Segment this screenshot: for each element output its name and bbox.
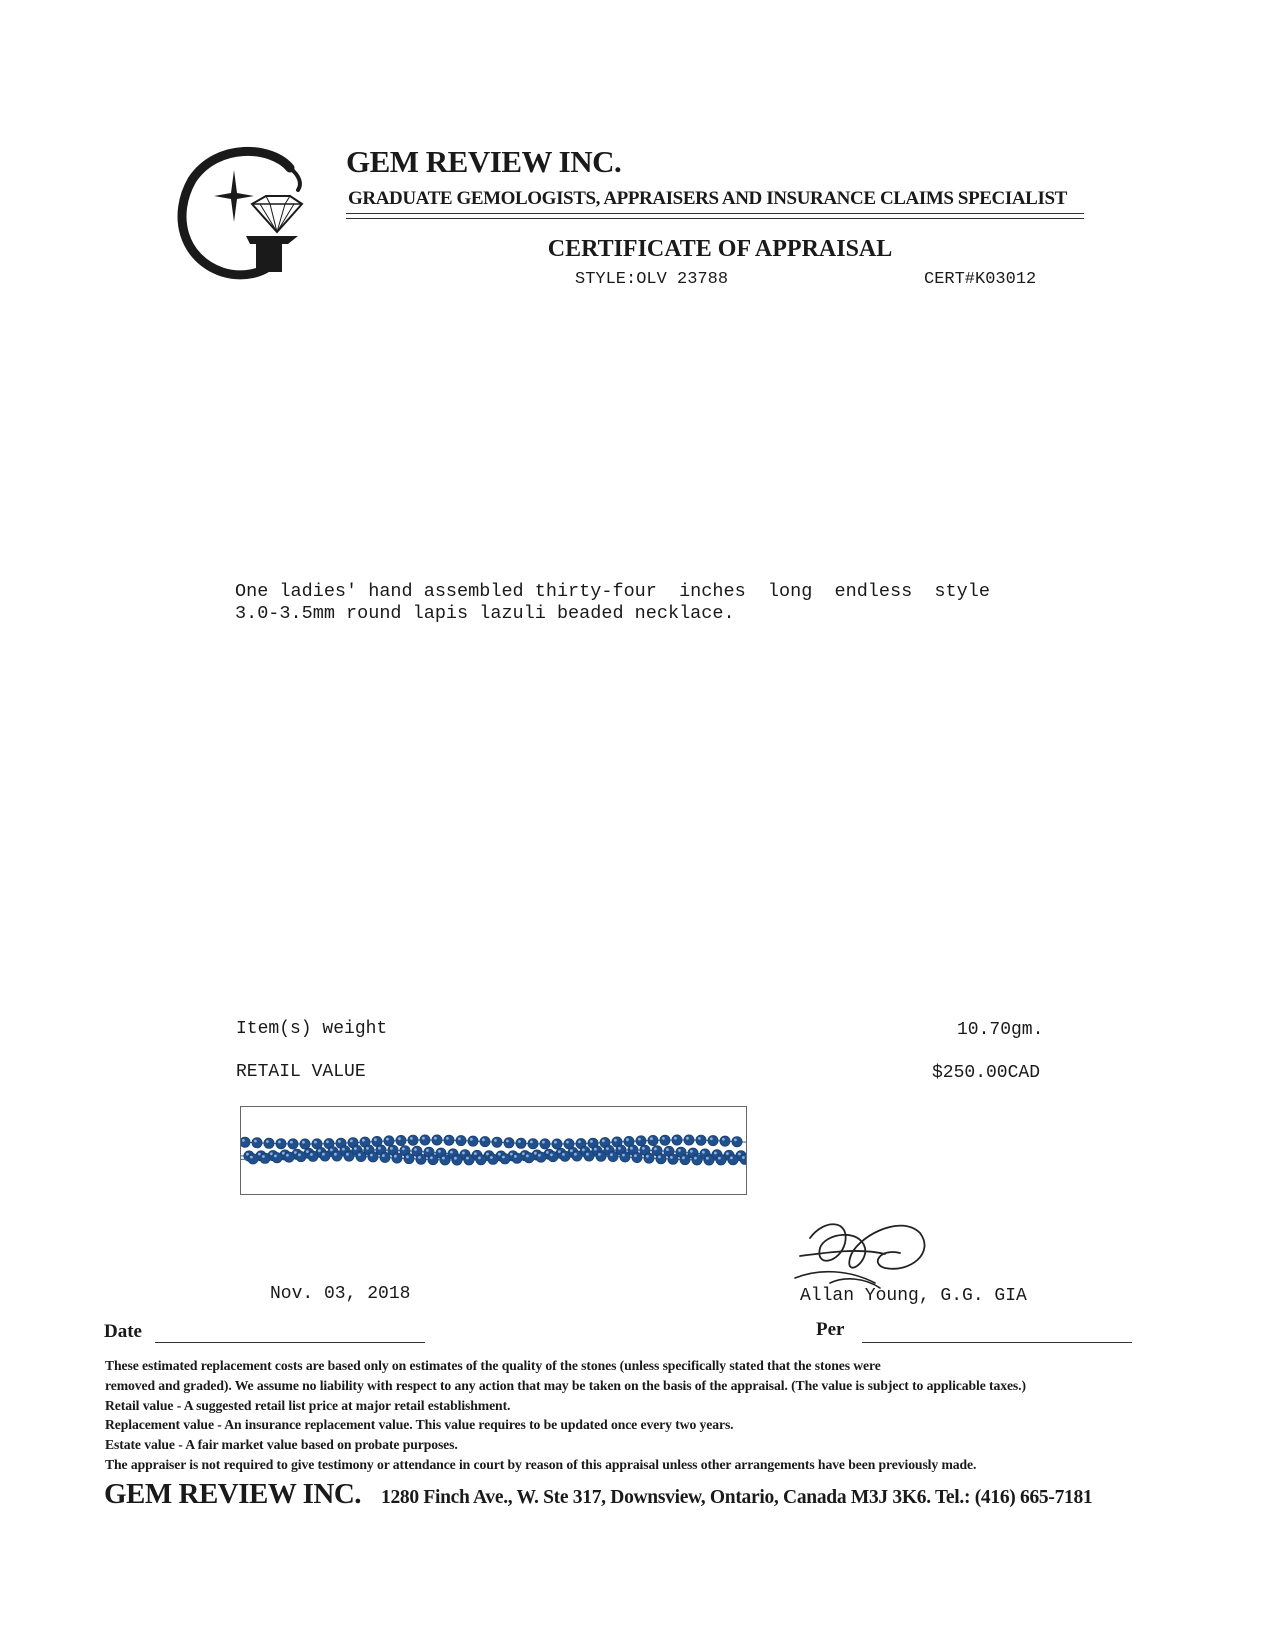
lapis-bead (404, 1153, 414, 1163)
lapis-bead (248, 1154, 258, 1164)
bead-highlight (442, 1157, 445, 1160)
footer-company-name: GEM REVIEW INC. (104, 1478, 362, 1510)
lapis-bead (696, 1135, 706, 1145)
lapis-bead (428, 1154, 438, 1164)
gem-review-logo-icon (172, 140, 312, 285)
bead-highlight (486, 1153, 489, 1156)
bead-highlight (382, 1154, 385, 1157)
bead-highlight (690, 1150, 693, 1153)
lapis-bead (296, 1151, 306, 1161)
bead-highlight (662, 1137, 665, 1140)
retail-value-amount: $250.00CAD (932, 1063, 1041, 1083)
lapis-bead (704, 1155, 714, 1165)
bead-highlight (490, 1156, 493, 1159)
bead-highlight (434, 1137, 437, 1140)
bead-highlight (250, 1156, 253, 1159)
lapis-bead (380, 1152, 390, 1162)
bead-highlight (374, 1138, 377, 1141)
lapis-bead (452, 1155, 462, 1165)
bead-highlight (574, 1153, 577, 1156)
item-description-line-2: 3.0-3.5mm round lapis lazuli beaded necklace. (235, 603, 735, 624)
lapis-bead (636, 1136, 646, 1146)
lapis-bead (260, 1153, 270, 1163)
lapis-bead (456, 1135, 466, 1145)
lapis-bead (708, 1135, 718, 1145)
lapis-bead (432, 1135, 442, 1145)
bead-highlight (566, 1141, 569, 1144)
bead-highlight (418, 1156, 421, 1159)
retail-value-label: RETAIL VALUE (236, 1062, 366, 1082)
lapis-bead (416, 1154, 426, 1164)
bead-highlight (274, 1155, 277, 1158)
bead-highlight (638, 1138, 641, 1141)
bead-highlight (478, 1157, 481, 1160)
lapis-bead (320, 1151, 330, 1161)
lapis-bead (356, 1151, 366, 1161)
bead-highlight (370, 1154, 373, 1157)
disclaimer-line: Replacement value - An insurance replacement value. This value requires to be updated once every two years. (105, 1417, 734, 1432)
lapis-bead (560, 1151, 570, 1161)
bead-highlight (542, 1141, 545, 1144)
bead-highlight (246, 1153, 249, 1156)
lapis-bead (500, 1154, 510, 1164)
bead-highlight (738, 1153, 741, 1156)
footer-address: 1280 Finch Ave., W. Ste 317, Downsview, Ontario, Canada M3J 3K6. Tel.: (416) 665-7181 (381, 1487, 1093, 1508)
disclaimer-line: The appraiser is not required to give testimony or attendance in court by reason of this appraisal unless other arrangements have been previously made. (105, 1457, 977, 1472)
bead-highlight (606, 1147, 609, 1150)
bead-highlight (694, 1157, 697, 1160)
lapis-bead (644, 1153, 654, 1163)
bead-highlight (582, 1148, 585, 1151)
bead-highlight (710, 1137, 713, 1140)
lapis-necklace-photo (241, 1107, 746, 1194)
lapis-bead (732, 1137, 742, 1147)
bead-highlight (626, 1138, 629, 1141)
lapis-bead (720, 1136, 730, 1146)
bead-highlight (390, 1147, 393, 1150)
bead-highlight (294, 1151, 297, 1154)
date-signature-line (155, 1342, 425, 1343)
bead-highlight (498, 1153, 501, 1156)
lapis-bead (368, 1152, 378, 1162)
bead-highlight (354, 1147, 357, 1150)
bead-highlight (514, 1155, 517, 1158)
lapis-bead (548, 1151, 558, 1161)
lapis-bead (444, 1135, 454, 1145)
bead-highlight (610, 1153, 613, 1156)
bead-highlight (698, 1137, 701, 1140)
lapis-bead (440, 1155, 450, 1165)
lapis-bead (728, 1155, 738, 1165)
lapis-bead (620, 1152, 630, 1162)
bead-highlight (454, 1157, 457, 1160)
bead-highlight (322, 1153, 325, 1156)
lapis-bead (392, 1153, 402, 1163)
bead-highlight (466, 1157, 469, 1160)
bead-highlight (338, 1140, 341, 1143)
bead-highlight (298, 1153, 301, 1156)
lapis-bead (648, 1135, 658, 1145)
weight-label: Item(s) weight (236, 1019, 388, 1039)
lapis-bead (272, 1153, 282, 1163)
bead-highlight (678, 1149, 681, 1152)
disclaimer-line: Estate value - A fair market value based on probate purposes. (105, 1437, 458, 1452)
bead-highlight (474, 1152, 477, 1155)
lapis-bead (300, 1139, 310, 1149)
bead-highlight (714, 1152, 717, 1155)
bead-highlight (378, 1147, 381, 1150)
bead-highlight (530, 1141, 533, 1144)
bead-highlight (642, 1147, 645, 1150)
bead-highlight (254, 1140, 257, 1143)
lapis-bead (512, 1153, 522, 1163)
bead-highlight (458, 1137, 461, 1140)
lapis-bead (284, 1152, 294, 1162)
lapis-bead (680, 1154, 690, 1164)
bead-highlight (346, 1153, 349, 1156)
lapis-bead (584, 1151, 594, 1161)
bead-highlight (414, 1148, 417, 1151)
bead-highlight (686, 1137, 689, 1140)
bead-highlight (570, 1149, 573, 1152)
certificate-title: CERTIFICATE OF APPRAISAL (547, 236, 893, 262)
bead-highlight (550, 1153, 553, 1156)
bead-highlight (586, 1153, 589, 1156)
lapis-bead (528, 1139, 538, 1149)
lapis-bead (408, 1135, 418, 1145)
bead-highlight (302, 1141, 305, 1144)
bead-highlight (518, 1140, 521, 1143)
bead-highlight (654, 1148, 657, 1151)
bead-highlight (634, 1154, 637, 1157)
header-rule-bottom (346, 218, 1084, 219)
lapis-bead (308, 1151, 318, 1161)
bead-highlight (398, 1137, 401, 1140)
lapis-bead (384, 1136, 394, 1146)
bead-highlight (402, 1148, 405, 1151)
lapis-bead (692, 1155, 702, 1165)
bead-highlight (450, 1151, 453, 1154)
bead-highlight (722, 1138, 725, 1141)
lapis-bead (540, 1139, 550, 1149)
bead-highlight (342, 1148, 345, 1151)
bead-highlight (618, 1147, 621, 1150)
bead-highlight (262, 1155, 265, 1158)
lapis-bead (396, 1135, 406, 1145)
bead-highlight (350, 1140, 353, 1143)
bead-highlight (526, 1155, 529, 1158)
bead-highlight (366, 1147, 369, 1150)
header-rule-top (346, 213, 1084, 214)
lapis-bead (492, 1137, 502, 1147)
lapis-bead (524, 1153, 534, 1163)
bead-highlight (286, 1154, 289, 1157)
bead-highlight (306, 1150, 309, 1153)
per-signature-line (862, 1342, 1132, 1343)
lapis-bead (656, 1154, 666, 1164)
bead-highlight (658, 1156, 661, 1159)
company-tagline: GRADUATE GEMOLOGISTS, APPRAISERS AND INSURANCE CLAIMS SPECIALIST (348, 188, 1067, 209)
bead-highlight (538, 1154, 541, 1157)
bead-highlight (330, 1149, 333, 1152)
lapis-bead (632, 1152, 642, 1162)
bead-highlight (670, 1156, 673, 1159)
bead-highlight (310, 1153, 313, 1156)
bead-highlight (590, 1140, 593, 1143)
bead-highlight (422, 1137, 425, 1140)
bead-highlight (510, 1153, 513, 1156)
lapis-bead (572, 1151, 582, 1161)
lapis-bead (516, 1138, 526, 1148)
disclaimer-line: These estimated replacement costs are based only on estimates of the quality of the stones (unless specifically stated that the stones were (105, 1358, 881, 1373)
date-label: Date (104, 1321, 142, 1342)
bead-highlight (430, 1156, 433, 1159)
lapis-bead (716, 1155, 726, 1165)
bead-highlight (718, 1157, 721, 1160)
lapis-bead (264, 1138, 274, 1148)
bead-highlight (266, 1140, 269, 1143)
bead-highlight (598, 1153, 601, 1156)
bead-highlight (546, 1151, 549, 1154)
bead-highlight (258, 1153, 261, 1156)
bead-highlight (554, 1141, 557, 1144)
bead-highlight (494, 1139, 497, 1142)
bead-highlight (318, 1149, 321, 1152)
certificate-number: CERT#K03012 (924, 270, 1037, 289)
bead-highlight (334, 1153, 337, 1156)
bead-highlight (630, 1147, 633, 1150)
bead-highlight (602, 1139, 605, 1142)
bead-highlight (726, 1152, 729, 1155)
bead-highlight (242, 1139, 245, 1142)
bead-highlight (666, 1148, 669, 1151)
bead-highlight (562, 1153, 565, 1156)
lapis-bead (552, 1139, 562, 1149)
bead-highlight (650, 1137, 653, 1140)
bead-highlight (506, 1140, 509, 1143)
bead-highlight (410, 1137, 413, 1140)
style-number: STYLE:OLV 23788 (575, 270, 729, 289)
appraiser-name: Allan Young, G.G. GIA (800, 1286, 1027, 1306)
per-label: Per (816, 1319, 845, 1340)
bead-highlight (438, 1150, 441, 1153)
bead-highlight (614, 1139, 617, 1142)
lapis-bead (252, 1138, 262, 1148)
bead-highlight (278, 1141, 281, 1144)
bead-highlight (290, 1141, 293, 1144)
lapis-bead (608, 1151, 618, 1161)
bead-highlight (470, 1138, 473, 1141)
bead-highlight (326, 1140, 329, 1143)
bead-highlight (702, 1151, 705, 1154)
lapis-bead (488, 1154, 498, 1164)
necklace-photo-frame (240, 1106, 747, 1195)
bead-highlight (646, 1155, 649, 1158)
lapis-bead (660, 1135, 670, 1145)
bead-highlight (742, 1156, 745, 1159)
weight-value: 10.70gm. (957, 1020, 1044, 1040)
lapis-bead (241, 1137, 250, 1147)
bead-highlight (406, 1155, 409, 1158)
lapis-bead (344, 1151, 354, 1161)
lapis-bead (596, 1151, 606, 1161)
bead-highlight (386, 1138, 389, 1141)
lapis-bead (476, 1155, 486, 1165)
bead-highlight (502, 1156, 505, 1159)
bead-highlight (706, 1157, 709, 1160)
lapis-bead (288, 1139, 298, 1149)
bead-highlight (314, 1141, 317, 1144)
lapis-bead (332, 1151, 342, 1161)
bead-highlight (734, 1139, 737, 1142)
bead-highlight (362, 1139, 365, 1142)
bead-highlight (482, 1138, 485, 1141)
bead-highlight (446, 1137, 449, 1140)
lapis-bead (504, 1138, 514, 1148)
lapis-bead (672, 1135, 682, 1145)
lapis-bead (276, 1139, 286, 1149)
lapis-bead (536, 1152, 546, 1162)
bead-highlight (578, 1140, 581, 1143)
item-description-line-1: One ladies' hand assembled thirty-four inches long endless style (235, 581, 990, 602)
disclaimer-line: Retail value - A suggested retail list price at major retail establishment. (105, 1398, 511, 1413)
bead-highlight (730, 1157, 733, 1160)
company-name: GEM REVIEW INC. (346, 144, 622, 179)
lapis-bead (480, 1136, 490, 1146)
lapis-bead (420, 1135, 430, 1145)
bead-highlight (674, 1137, 677, 1140)
bead-highlight (426, 1149, 429, 1152)
appraisal-date: Nov. 03, 2018 (270, 1284, 411, 1304)
bead-highlight (682, 1156, 685, 1159)
lapis-bead (684, 1135, 694, 1145)
disclaimer-line: removed and graded). We assume no liability with respect to any action that may be taken on the basis of the appraisal. (The value is subject to applicable taxes.) (105, 1378, 1026, 1393)
lapis-bead (468, 1136, 478, 1146)
bead-highlight (358, 1153, 361, 1156)
bead-highlight (394, 1155, 397, 1158)
lapis-bead (464, 1155, 474, 1165)
bead-highlight (558, 1150, 561, 1153)
bead-highlight (594, 1148, 597, 1151)
bead-highlight (622, 1154, 625, 1157)
bead-highlight (462, 1152, 465, 1155)
lapis-bead (668, 1154, 678, 1164)
